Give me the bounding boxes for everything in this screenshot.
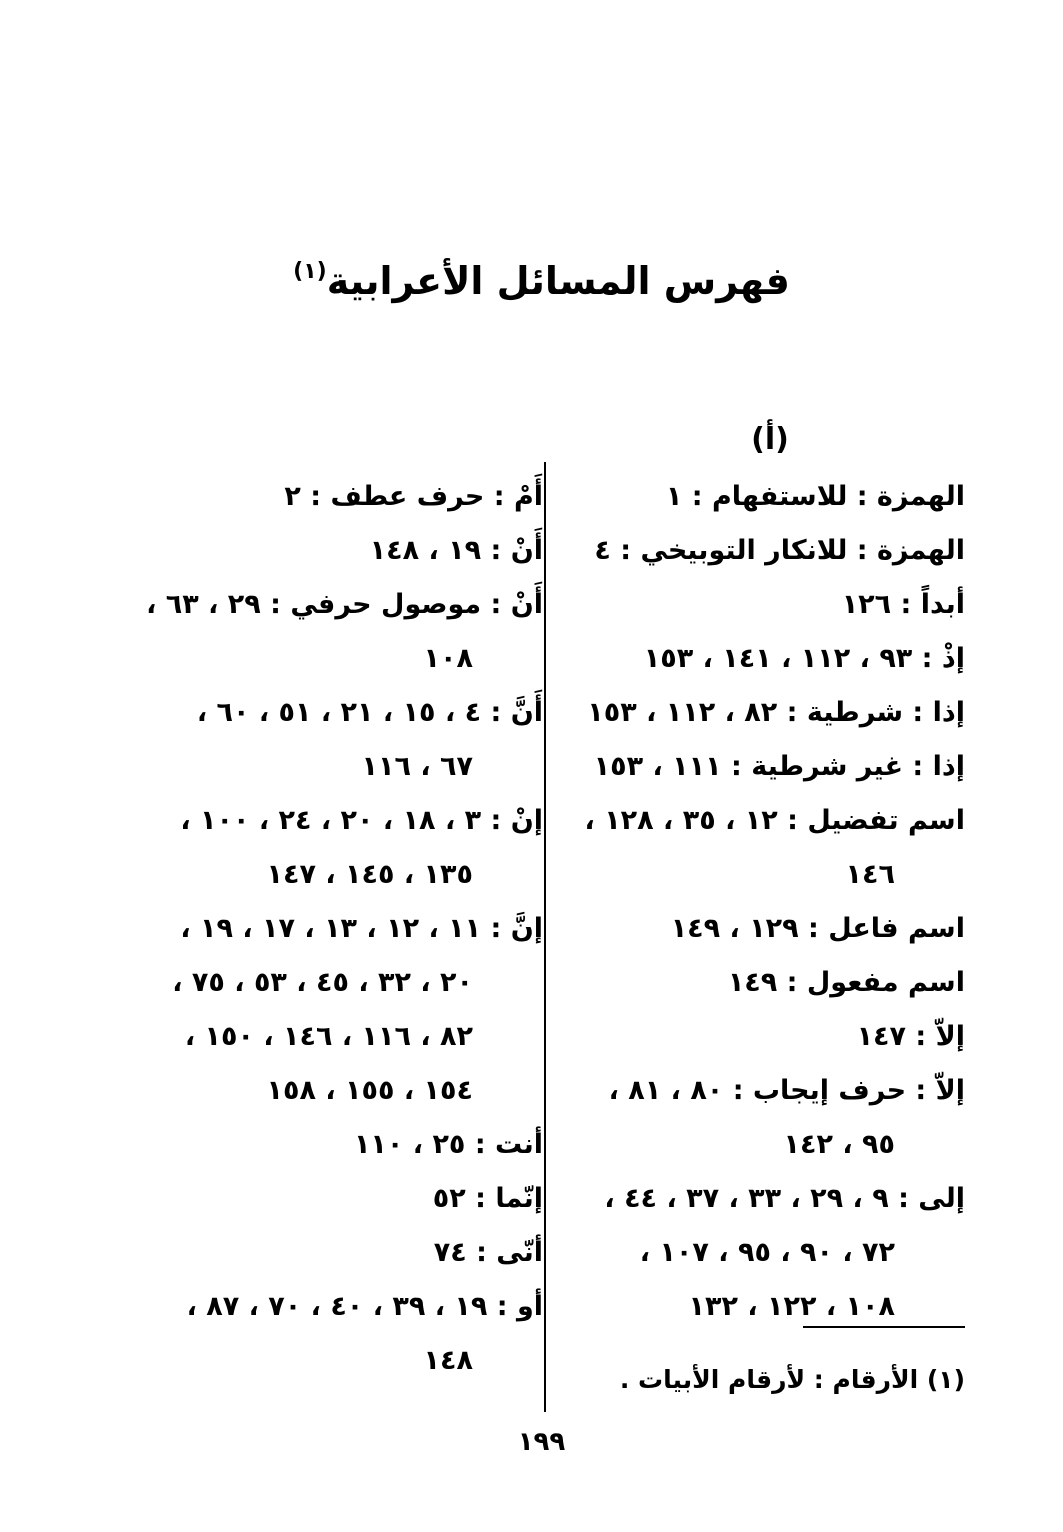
footnote: (١) الأرقام : لأرقام الأبيات . [619,1365,965,1394]
index-entry: إذا : شرطية : ٨٢ ، ١١٢ ، ١٥٣ [587,697,965,728]
index-entry-continuation: ١٣٥ ، ١٤٥ ، ١٤٧ [266,859,473,890]
index-entry: إلاّ : ١٤٧ [856,1021,965,1052]
page-title [0,242,1063,311]
index-entry: إلى : ٩ ، ٢٩ ، ٣٣ ، ٣٧ ، ٤٤ ، [604,1183,965,1214]
index-entry: أَنَّ : ٤ ، ١٥ ، ٢١ ، ٥١ ، ٦٠ ، [196,697,543,728]
index-entry: اسم فاعل : ١٢٩ ، ١٤٩ [670,913,965,944]
index-column-right [565,470,965,1334]
index-entry-continuation: ١٤٦ [845,859,895,890]
section-letter-heading: (أ) [751,422,789,457]
index-entry: أَنْ : موصول حرفي : ٢٩ ، ٦٣ ، [146,589,543,620]
index-entry: إذا : غير شرطية : ١١١ ، ١٥٣ [593,751,965,782]
index-entry-continuation: ١٤٨ [423,1345,473,1376]
index-entry: إنّما : ٥٢ [432,1183,543,1214]
index-entry-continuation: ١٠٨ ، ١٢٢ ، ١٣٢ [688,1291,895,1322]
index-entry: إنْ : ٣ ، ١٨ ، ٢٠ ، ٢٤ ، ١٠٠ ، [180,805,543,836]
index-entry-continuation: ١٠٨ [423,643,473,674]
index-entry-continuation: ٦٧ ، ١١٦ [361,751,473,782]
index-entry: اسم مفعول : ١٤٩ [727,967,965,998]
index-entry-continuation: ٩٥ ، ١٤٢ [783,1129,895,1160]
index-entry: إذْ : ٩٣ ، ١١٢ ، ١٤١ ، ١٥٣ [643,643,965,674]
index-entry: اسم تفضيل : ١٢ ، ٣٥ ، ١٢٨ ، [584,805,965,836]
index-entry-continuation: ٨٢ ، ١١٦ ، ١٤٦ ، ١٥٠ ، [184,1021,473,1052]
index-entry-continuation: ٢٠ ، ٣٢ ، ٤٥ ، ٥٣ ، ٧٥ ، [172,967,473,998]
index-entry: أنّى : ٧٤ [433,1237,543,1268]
column-divider [544,462,546,1412]
index-entry: الهمزة : للاستفهام : ١ [665,481,965,512]
index-entry: أنت : ٢٥ ، ١١٠ [353,1129,543,1160]
footnote-separator [803,1326,965,1328]
index-entry-continuation: ١٥٤ ، ١٥٥ ، ١٥٨ [266,1075,473,1106]
index-entry: أو : ١٩ ، ٣٩ ، ٤٠ ، ٧٠ ، ٨٧ ، [186,1291,543,1322]
page-number: ١٩٩ [517,1427,566,1457]
title-text: فهرس المسائل الأعرابية [326,259,790,303]
index-entry: أَنْ : ١٩ ، ١٤٨ [369,535,543,566]
index-entry: أبداً : ١٢٦ [841,589,965,620]
index-entry: إلاّ : حرف إيجاب : ٨٠ ، ٨١ ، [608,1075,965,1106]
index-column-left [146,470,543,1388]
index-entry-continuation: ٧٢ ، ٩٠ ، ٩٥ ، ١٠٧ ، [639,1237,895,1268]
index-entry: الهمزة : للانكار التوبيخي : ٤ [594,535,965,566]
index-entry: إنَّ : ١١ ، ١٢ ، ١٣ ، ١٧ ، ١٩ ، [180,913,543,944]
title-footnote-marker: (١) [293,259,327,284]
index-entry: أَمْ : حرف عطف : ٢ [284,481,543,512]
